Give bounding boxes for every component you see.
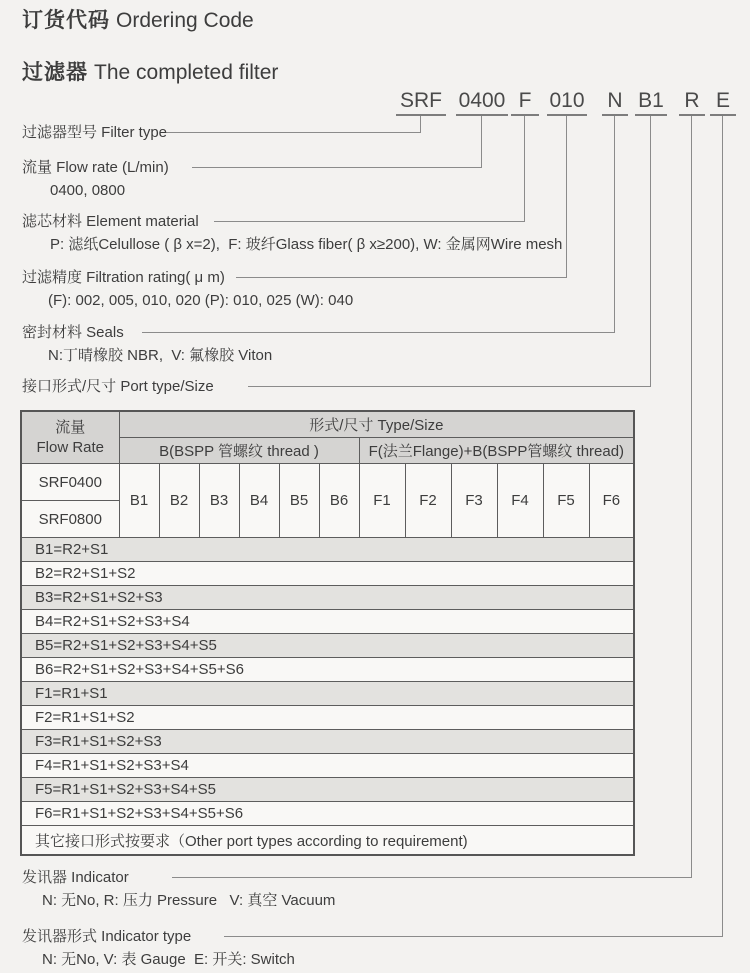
flow-row-srf0400: SRF0400 (21, 464, 119, 501)
combo-row-b5: B5=R2+S1+S2+S3+S4+S5 (21, 634, 634, 658)
port-col-f4: F4 (497, 464, 543, 538)
connector-series-v (420, 116, 421, 133)
spec-port-type-label: 接口形式/尺寸 Port type/Size (22, 378, 214, 395)
code-segment-indicator-type: E (710, 89, 736, 116)
spec-flow-rate-label: 流量 Flow rate (L/min) (22, 159, 169, 176)
connector-indicator-type-v (722, 116, 723, 937)
combo-row-b2: B2=R2+S1+S2 (21, 562, 634, 586)
combo-row-b6: B6=R2+S1+S2+S3+S4+S5+S6 (21, 658, 634, 682)
group-b-header-cell: B(BSPP 管螺纹 thread ) (119, 438, 359, 464)
group-f-header-cell: F(法兰Flange)+B(BSPP管螺纹 thread) (359, 438, 634, 464)
page-title-zh: 订货代码 (22, 9, 110, 32)
connector-rating-h (236, 277, 567, 278)
connector-indicator-h (172, 877, 692, 878)
combo-row-b3: B3=R2+S1+S2+S3 (21, 586, 634, 610)
connector-seal-v (614, 116, 615, 333)
combo-row-f5: F5=R1+S1+S2+S3+S4+S5 (21, 778, 634, 802)
page-title (22, 9, 254, 33)
connector-material-h (214, 221, 525, 222)
combo-row-b4: B4=R2+S1+S2+S3+S4 (21, 610, 634, 634)
spec-seals-detail: N:丁晴橡胶 NBR, V: 氟橡胶 Viton (48, 347, 273, 364)
flow-row-srf0800: SRF0800 (21, 501, 119, 538)
flow-rate-header-en: Flow Rate (36, 438, 105, 456)
connector-indicator-v (691, 116, 692, 878)
spec-filtration-rating-label: 过滤精度 Filtration rating( μ m) (22, 269, 225, 286)
combo-row-f6: F6=R1+S1+S2+S3+S4+S5+S6 (21, 802, 634, 826)
page-subtitle-zh: 过滤器 (22, 61, 88, 84)
connector-seal-h (142, 332, 615, 333)
port-col-f5: F5 (543, 464, 589, 538)
combo-row-b1: B1=R2+S1 (21, 538, 634, 562)
port-col-f1: F1 (359, 464, 405, 538)
code-segment-material: F (511, 89, 539, 116)
port-type-size-table (20, 410, 635, 856)
port-col-b3: B3 (199, 464, 239, 538)
port-col-b1: B1 (119, 464, 159, 538)
combo-row-f2: F2=R1+S1+S2 (21, 706, 634, 730)
connector-rating-v (566, 116, 567, 278)
flow-rate-header-zh: 流量 (55, 418, 86, 436)
port-col-b5: B5 (279, 464, 319, 538)
code-segment-indicator: R (679, 89, 705, 116)
port-col-f6: F6 (589, 464, 634, 538)
connector-material-v (524, 116, 525, 222)
spec-flow-rate-detail: 0400, 0800 (50, 182, 126, 199)
code-segment-series: SRF (396, 89, 446, 116)
spec-seals-label: 密封材料 Seals (22, 324, 124, 341)
spec-element-material-detail: P: 滤纸Celullose ( β x=2), F: 玻纤Glass fiber( β x≥200), W: 金属网Wire mesh (50, 236, 563, 253)
spec-filter-type-label: 过滤器型号 Filter type (22, 124, 168, 141)
connector-port-h (248, 386, 651, 387)
spec-indicator-type-detail: N: 无No, V: 表 Gauge E: 开关: Switch (42, 951, 295, 968)
spec-indicator-label: 发讯器 Indicator (22, 869, 129, 886)
flow-rate-header-cell (21, 411, 119, 464)
code-segment-rating: 010 (547, 89, 587, 116)
spec-indicator-detail: N: 无No, R: 压力 Pressure V: 真空 Vacuum (42, 892, 336, 909)
spec-filtration-rating-detail: (F): 002, 005, 010, 020 (P): 010, 025 (W): 040 (48, 292, 354, 309)
spec-element-material-label: 滤芯材料 Element material (22, 213, 199, 230)
combo-row-f3: F3=R1+S1+S2+S3 (21, 730, 634, 754)
type-size-header-cell: 形式/尺寸 Type/Size (119, 411, 634, 438)
page-title-en: Ordering Code (116, 9, 254, 32)
port-col-b6: B6 (319, 464, 359, 538)
combo-row-f1: F1=R1+S1 (21, 682, 634, 706)
connector-port-v (650, 116, 651, 387)
spec-indicator-type-label: 发讯器形式 Indicator type (22, 928, 192, 945)
port-col-f2: F2 (405, 464, 451, 538)
port-col-b2: B2 (159, 464, 199, 538)
connector-indicator-type-h (224, 936, 723, 937)
connector-flow-v (481, 116, 482, 168)
connector-flow-h (192, 167, 482, 168)
code-segment-seal: N (602, 89, 628, 116)
code-segment-port: B1 (635, 89, 667, 116)
port-col-b4: B4 (239, 464, 279, 538)
combo-row-f4: F4=R1+S1+S2+S3+S4 (21, 754, 634, 778)
combo-row-other: 其它接口形式按要求（Other port types according to requirement) (21, 826, 634, 856)
port-col-f3: F3 (451, 464, 497, 538)
connector-series-h (166, 132, 421, 133)
page-subtitle (22, 61, 278, 85)
page-subtitle-en: The completed filter (94, 61, 279, 84)
code-segment-flow: 0400 (456, 89, 508, 116)
